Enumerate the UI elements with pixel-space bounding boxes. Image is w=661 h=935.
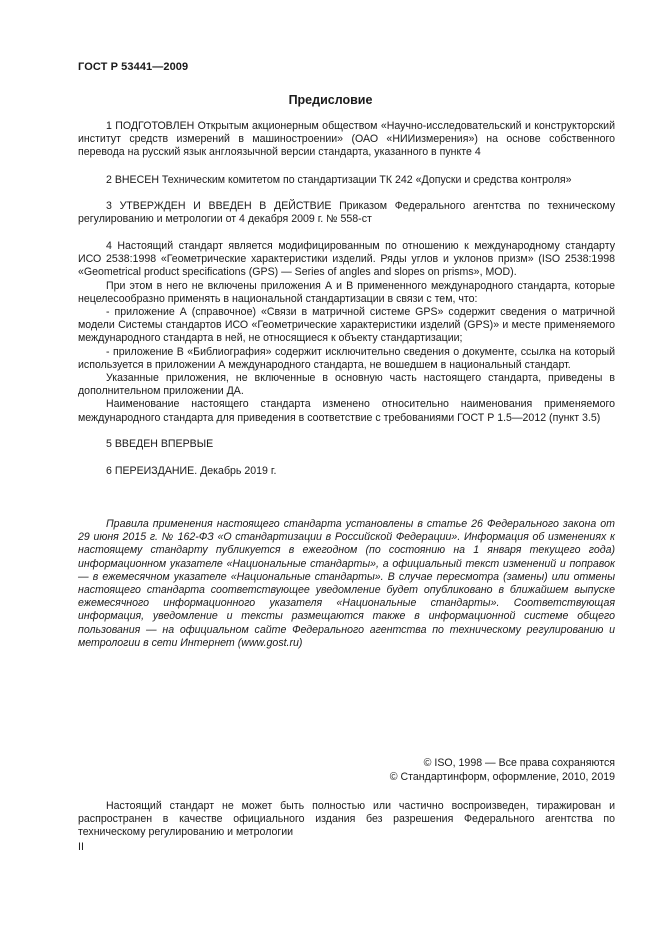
- copyright-standartinform: © Стандартинформ, оформление, 2010, 2019: [389, 771, 615, 783]
- section-4-para-5: Указанные приложения, не включенные в основную часть настоящего стандарта, приведены в дополнительном приложении ДА.: [78, 372, 615, 398]
- copyright-iso: © ISO, 1998 — Все права сохраняются: [423, 757, 615, 769]
- section-4: [78, 240, 615, 425]
- standard-code: ГОСТ Р 53441—2009: [78, 61, 189, 73]
- section-5: [78, 438, 615, 451]
- section-3-text: 3 УТВЕРЖДЕН И ВВЕДЕН В ДЕЙСТВИЕ Приказом Федерального агентства по техническому регулированию и метрологии от 4 декабря 2009 г. № 558-ст: [78, 200, 615, 226]
- reproduction-notice-text: Настоящий стандарт не может быть полностью или частично воспроизведен, тиражирован и распространен в качестве официального издания без разрешения Федерального агентства по техническому регулированию и метрологии: [78, 800, 615, 839]
- section-6: [78, 465, 615, 478]
- section-5-text: 5 ВВЕДЕН ВПЕРВЫЕ: [106, 438, 214, 450]
- section-2: [78, 174, 615, 187]
- page-title: Предисловие: [288, 93, 373, 107]
- section-6-text: 6 ПЕРЕИЗДАНИЕ. Декабрь 2019 г.: [106, 465, 277, 477]
- section-2-text: 2 ВНЕСЕН Техническим комитетом по стандартизации ТК 242 «Допуски и средства контроля»: [106, 174, 572, 186]
- section-4-para-3: - приложение А (справочное) «Связи в матричной системе GPS» содержит сведения о матричной модели Системы стандартов ИСО «Геометрические характеристики изделий (GPS)» и месте применяемого международного стандарта в ней, не относящиеся к объекту стандартизации;: [78, 306, 615, 345]
- section-4-para-4: - приложение В «Библиография» содержит исключительно сведения о документе, ссылка на который используется в приложении А международного стандарта, не вошедшем в национальный стандарт.: [78, 345, 615, 371]
- section-4-para-6: Наименование настоящего стандарта изменено относительно наименования применяемого международного стандарта для приведения в соответствие с требованиями ГОСТ Р 1.5—2012 (пункт 3.5): [78, 398, 615, 424]
- section-3: [78, 200, 615, 226]
- section-4-para-1: 4 Настоящий стандарт является модифицированным по отношению к международному стандарту ИСО 2538:1998 «Геометрические характеристики изделий. Ряды углов и уклонов призм» (ISO 2538:1998 «Geometrical product specifications (GPS) — Series of angles and slopes on prisms», MOD).: [78, 240, 615, 279]
- section-1: [78, 120, 615, 160]
- page-number: II: [78, 841, 84, 853]
- legal-notice-text: Правила применения настоящего стандарта установлены в статье 26 Федерального закона от 29 июня 2015 г. № 162-ФЗ «О стандартизации в Российской Федерации». Информация об изменениях к настоящему стандарту публикуется в ежегодном (по состоянию на 1 января текущего года) информационном указателе «Национальные стандарты», а официальный текст изменений и поправок — в ежемесячном указателе «Национальные стандарты». В случае пересмотра (замены) или отмены настоящего стандарта соответствующее уведомление будет опубликовано в ближайшем выпуске ежемесячного информационного указателя «Национальные стандарты». Соответствующая информация, уведомление и тексты размещаются также в информационной системе общего пользования — на официальном сайте Федерального агентства по техническому регулированию и метрологии в сети Интернет (www.gost.ru): [78, 518, 615, 649]
- legal-notice: [78, 518, 615, 650]
- section-1-text: 1 ПОДГОТОВЛЕН Открытым акционерным обществом «Научно-исследовательский и конструкторский институт средств измерений в машиностроении» (ОАО «НИИизмерения») на основе собственного перевода на русский язык англоязычной версии стандарта, указанного в пункте 4: [78, 120, 615, 159]
- section-4-para-2: При этом в него не включены приложения А и В примененного международного стандарта, которые нецелесообразно применять в национальной стандартизации в связи с тем, что:: [78, 279, 615, 305]
- reproduction-notice: [78, 800, 615, 840]
